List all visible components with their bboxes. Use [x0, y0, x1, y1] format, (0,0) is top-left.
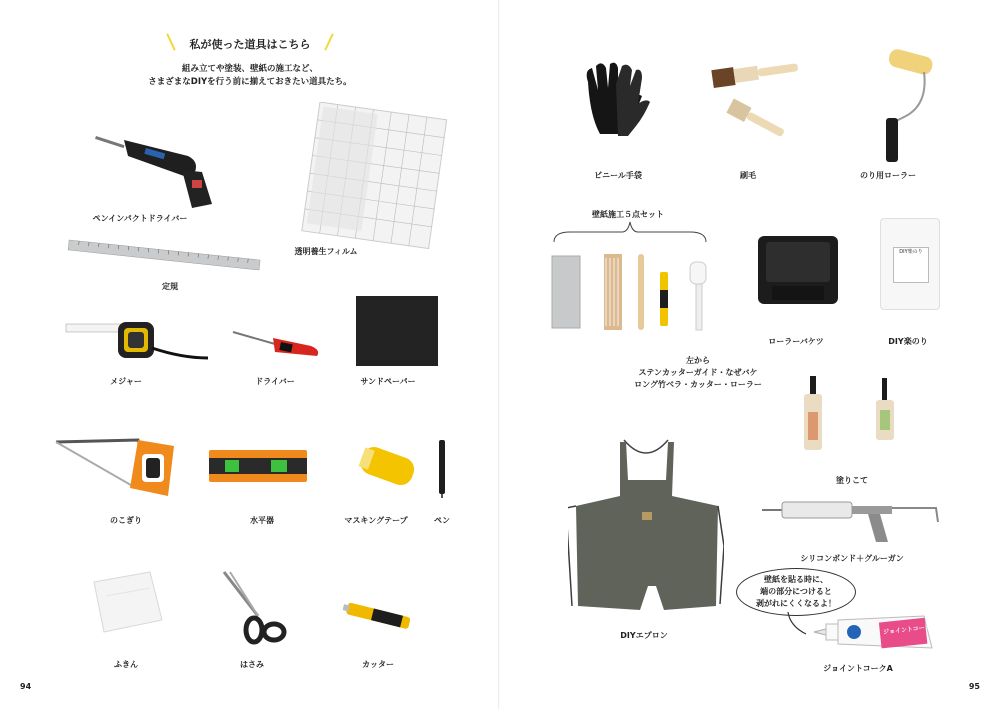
wallpaper-set-image [548, 250, 712, 334]
bubble-line-1: 壁紙を貼る時に、 [764, 575, 828, 584]
paste-roller-label: のり用ローラー [860, 171, 916, 180]
pen-image [434, 436, 450, 500]
cutter-image [342, 600, 416, 634]
intro-text [148, 63, 351, 89]
brush-label: 刷毛 [740, 171, 756, 180]
film-label: 透明養生フィルム [294, 247, 358, 256]
film-image [292, 102, 452, 252]
pen-label: ペン [434, 516, 450, 525]
diy-paste-image [880, 218, 940, 310]
measure-label: メジャー [110, 377, 142, 386]
trowel-image [800, 372, 910, 456]
joint-caulk-tube-text: ジョイントコーク・A [882, 622, 942, 637]
title-accent-right [324, 33, 333, 50]
sandpaper-label: サンドペーパー [360, 377, 416, 386]
intro-line-1: 組み立てや塗装、壁紙の施工など、 [181, 64, 319, 74]
impact-driver-image [88, 122, 228, 212]
set-caption-line-1: 左から [686, 356, 710, 365]
roller-bucket-image [752, 230, 844, 310]
saw-image [46, 432, 182, 502]
scissors-label: はさみ [240, 660, 264, 669]
diy-paste-pack-label: DIY楽のり [893, 247, 929, 283]
trowel-label: 塗りこて [836, 476, 868, 485]
sandpaper-image [356, 296, 438, 366]
intro-line-2: さまざまなDIYを行う前に揃えておきたい道具たち。 [148, 77, 352, 87]
caulk-gun-label: シリコンボンド＋グルーガン [800, 554, 904, 563]
wallpaper-set-caption [628, 355, 768, 391]
joint-caulk-label: ジョイントコークA [823, 664, 893, 673]
tip-speech-bubble [736, 568, 856, 616]
page-number-left: 94 [20, 682, 32, 691]
screwdriver-label: ドライバー [255, 377, 295, 386]
scissors-image [216, 568, 296, 648]
ruler-label: 定規 [162, 282, 178, 291]
diy-paste-label: DIY楽のり [888, 337, 928, 346]
ruler-image [64, 238, 264, 274]
caulk-gun-image [758, 494, 944, 550]
bubble-line-2: 端の部分につけると [760, 587, 832, 596]
page-title: 私が使った道具はこちら [189, 38, 311, 51]
paste-roller-image [872, 44, 942, 166]
masking-tape-label: マスキングテープ [344, 516, 408, 525]
set-caption-line-3: ロング竹ベラ・カッター・ローラー [634, 380, 762, 389]
bubble-line-3: 剥がれにくくなるよ！ [756, 599, 836, 608]
cloth-image [88, 568, 168, 638]
set-brace-image [550, 220, 710, 246]
page-number-right: 95 [968, 682, 980, 691]
cloth-label: ふきん [114, 660, 138, 669]
level-image [205, 442, 311, 488]
masking-tape-image [352, 444, 422, 490]
impact-driver-label: ペンインパクトドライバー [92, 214, 188, 223]
measure-image [62, 318, 212, 368]
title-accent-left [166, 33, 175, 50]
bubble-tail [782, 612, 812, 640]
apron-label: DIYエプロン [620, 631, 668, 640]
cutter-label: カッター [362, 660, 394, 669]
right-page [500, 0, 1000, 709]
gloves-image [578, 56, 656, 140]
set-caption-line-2: ステンカッターガイド・なぜバケ [638, 368, 758, 377]
brush-image [706, 54, 802, 140]
screwdriver-image [225, 324, 325, 364]
wallpaper-set-label: 壁紙施工５点セット [592, 210, 664, 219]
apron-image [568, 436, 724, 620]
saw-label: のこぎり [110, 516, 142, 525]
level-label: 水平器 [250, 516, 274, 525]
gloves-label: ビニール手袋 [594, 171, 642, 180]
roller-bucket-label: ローラーバケツ [768, 337, 824, 346]
